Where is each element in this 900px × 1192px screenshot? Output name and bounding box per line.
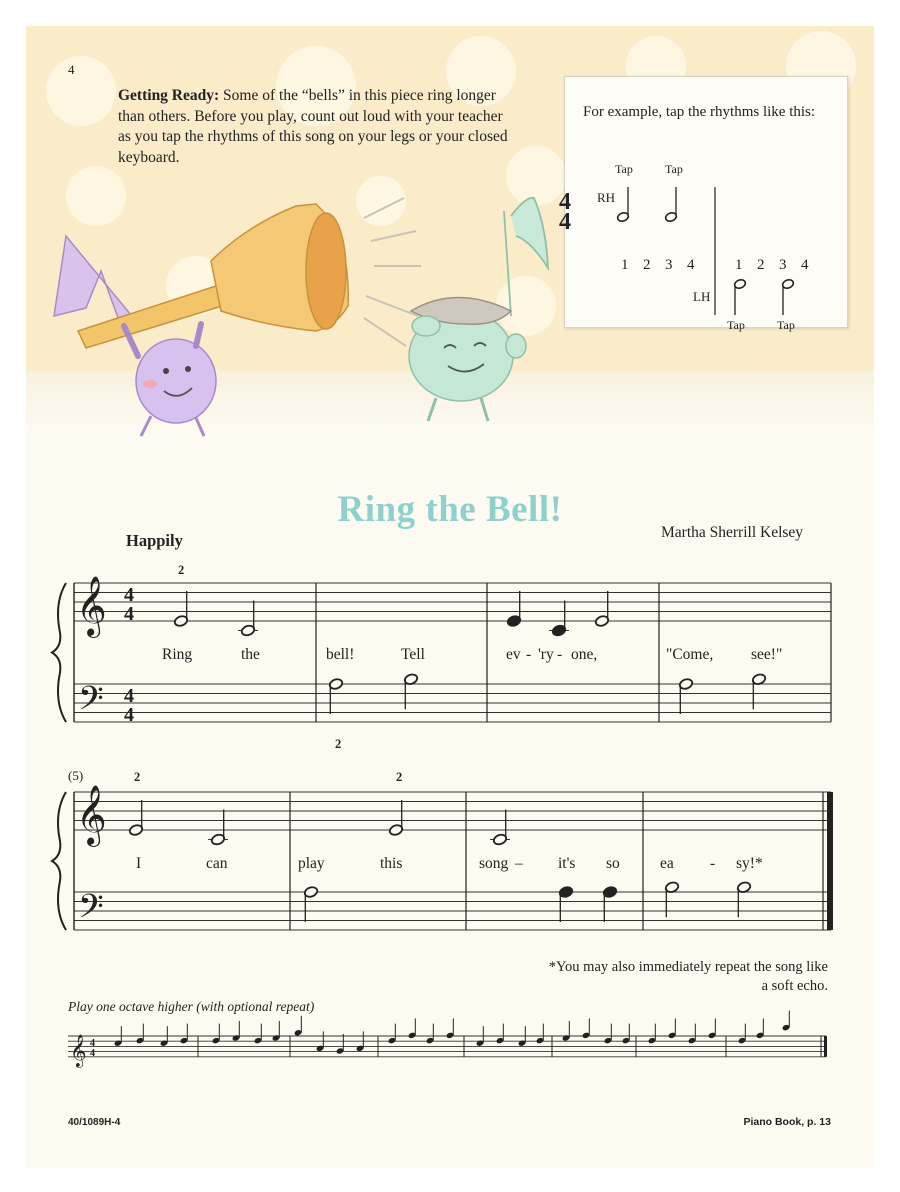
example-text: For example, tap the rhythms like this:: [583, 104, 816, 120]
count-3: 3: [779, 257, 787, 273]
lyric: can: [206, 855, 228, 872]
lyric: this: [380, 855, 403, 872]
lyric: see!": [751, 646, 783, 663]
lyric: so: [606, 855, 620, 872]
final-bar-thick: [824, 1036, 827, 1057]
lyric: –: [515, 855, 523, 872]
footnote: *You may also immediately repeat the song like a soft echo.: [548, 959, 828, 994]
svg-text:4: 4: [559, 209, 571, 235]
lyric: one,: [571, 646, 598, 663]
time-signature: 4: [90, 1038, 95, 1049]
fingering: 2: [396, 770, 403, 784]
time-signature: 4: [124, 603, 134, 625]
fingering: 2: [134, 770, 141, 784]
tap-label: Tap: [777, 318, 795, 332]
lyric: "Come,: [666, 646, 714, 663]
lyric: song: [479, 855, 509, 872]
lyric: Ring: [162, 646, 193, 663]
time-signature: 4: [124, 685, 134, 707]
count-1: 1: [735, 257, 743, 273]
lyric: I: [136, 855, 142, 872]
lyric: the: [241, 646, 260, 663]
count-2: 2: [643, 257, 651, 273]
lyric: -: [557, 646, 563, 663]
book-reference: Piano Book, p. 13: [743, 1116, 831, 1128]
tap-label: Tap: [665, 162, 683, 176]
count-1: 1: [621, 257, 629, 273]
tap-label: Tap: [727, 318, 745, 332]
lyric: it's: [558, 855, 576, 872]
count-2: 2: [757, 257, 765, 273]
octave-instruction: Play one octave higher (with optional repeat): [68, 999, 315, 1014]
count-3: 3: [665, 257, 673, 273]
final-bar-thick: [827, 792, 833, 930]
treble-clef: 𝄞: [76, 785, 107, 845]
fingering: 2: [335, 737, 342, 751]
lyric: sy!*: [736, 855, 763, 872]
lyric: bell!: [326, 646, 355, 663]
bass-clef: 𝄢: [78, 888, 104, 934]
count-4: 4: [687, 257, 695, 273]
time-signature: 4: [90, 1048, 95, 1059]
rh-label: RH: [597, 190, 616, 205]
lyric: play: [298, 855, 325, 872]
music-page: [26, 26, 874, 1168]
getting-ready-text: Some of the “bells” in this piece ring longer than others. Before you play, count out loud with your teacher as you tap the rhythms of this song on your legs or your closed keyboard.: [118, 87, 508, 166]
lyric: Tell: [401, 646, 425, 663]
lyric: 'ry: [538, 646, 554, 663]
composer: Martha Sherrill Kelsey: [661, 524, 804, 541]
song-title: Ring the Bell!: [337, 489, 563, 530]
fingering: 2: [178, 563, 185, 577]
time-signature: 4: [124, 704, 134, 726]
page-number: 4: [68, 62, 75, 77]
tempo-marking: Happily: [126, 531, 183, 550]
score-notation: [26, 26, 874, 1106]
treble-clef: 𝄞: [70, 1034, 87, 1067]
treble-clef: 𝄞: [76, 576, 107, 636]
lyric: ev: [506, 646, 521, 663]
tap-label: Tap: [615, 162, 633, 176]
getting-ready-label: Getting Ready:: [118, 87, 220, 104]
lh-label: LH: [693, 289, 711, 304]
svg-text:4: 4: [559, 189, 571, 215]
lyric: -: [710, 855, 716, 872]
measure-number: (5): [68, 768, 84, 783]
bass-clef: 𝄢: [78, 680, 104, 726]
count-4: 4: [801, 257, 809, 273]
time-signature: 4: [124, 584, 134, 606]
grand-staff-brace: [52, 583, 66, 722]
lyric: ea: [660, 855, 674, 872]
catalog-code: 40/1089H-4: [68, 1117, 121, 1128]
lyric: -: [526, 646, 532, 663]
grand-staff-brace: [52, 792, 66, 930]
